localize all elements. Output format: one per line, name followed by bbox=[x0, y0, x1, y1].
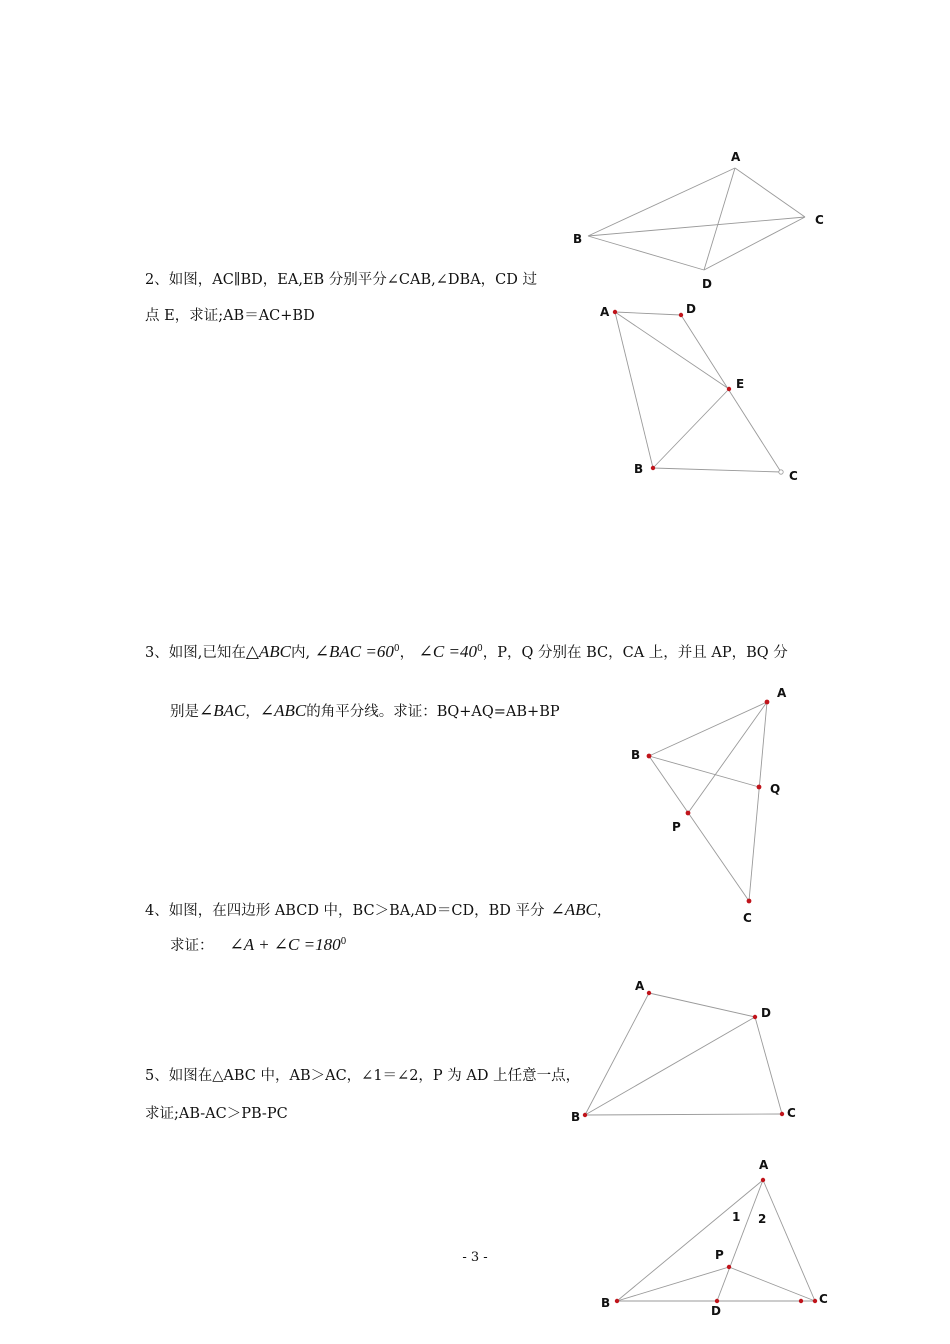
fig1-label-b: B bbox=[573, 232, 583, 246]
fig5-label-p: P bbox=[715, 1248, 724, 1262]
fig5-point-p bbox=[727, 1265, 731, 1269]
fig4-point-c bbox=[780, 1112, 784, 1116]
fig3-segment-bq bbox=[649, 756, 759, 787]
fig2-label-e: E bbox=[736, 377, 745, 391]
fig3-point-a bbox=[765, 700, 770, 705]
fig1-segment-bd bbox=[588, 236, 704, 270]
fig2-label-b: B bbox=[634, 462, 644, 476]
p3-l2-angle-abc: ∠ABC bbox=[259, 701, 307, 720]
fig4-segment-ad bbox=[649, 993, 755, 1017]
p4-l2-prefix: 求证： bbox=[170, 938, 214, 954]
fig3-point-p bbox=[686, 811, 691, 816]
p4-degree: 0 bbox=[340, 937, 347, 948]
fig5-label-c: C bbox=[819, 1292, 828, 1306]
fig2-label-a: A bbox=[600, 305, 610, 319]
fig4-label-c: C bbox=[787, 1106, 796, 1120]
p3-rest: ，P，Q 分别在 BC，CA 上，并且 AP，BQ 分 bbox=[482, 645, 788, 661]
fig5-point-b bbox=[615, 1299, 619, 1303]
p4-expression: ∠A + ∠C =180 bbox=[229, 935, 341, 954]
p3-mid: 内, bbox=[291, 645, 311, 661]
fig2-point-c bbox=[779, 470, 783, 474]
p4-angle-abc: ∠ABC bbox=[550, 900, 597, 919]
fig3-segment-ap bbox=[688, 702, 767, 813]
fig5-point-d bbox=[715, 1299, 719, 1303]
fig4-label-b: B bbox=[571, 1110, 581, 1124]
p3-l2-angle-bac: ∠BAC bbox=[199, 701, 246, 720]
p3-l2-prefix: 别是 bbox=[170, 704, 199, 720]
fig2-label-d: D bbox=[686, 302, 696, 316]
p3-l2-rest: 的角平分线。求证：BQ+AQ=AB+BP bbox=[306, 704, 560, 720]
fig2-segment-dc bbox=[681, 315, 781, 472]
fig2-point-d bbox=[679, 313, 683, 317]
fig3-point-b bbox=[647, 754, 652, 759]
p3-angle-c: ∠C =40 bbox=[418, 642, 477, 661]
problem-2-line-2: 点 E，求证;AB＝AC+BD bbox=[145, 308, 315, 324]
fig2-point-e bbox=[727, 387, 731, 391]
fig4-segment-bc bbox=[585, 1114, 782, 1115]
fig2-segment-ad bbox=[615, 312, 681, 315]
fig5-point-a bbox=[761, 1178, 765, 1182]
p4-comma: ， bbox=[596, 903, 612, 919]
fig2-point-a bbox=[613, 310, 617, 314]
figure-4 bbox=[571, 979, 796, 1124]
p3-l2-comma: ， bbox=[245, 704, 260, 720]
fig2-segment-ae bbox=[615, 312, 729, 389]
fig1-segment-ac bbox=[735, 168, 805, 217]
fig4-segment-dc bbox=[755, 1017, 782, 1114]
fig5-point-extra bbox=[799, 1299, 803, 1303]
fig3-label-c: C bbox=[743, 911, 752, 925]
p3-degree-2: 0 bbox=[476, 644, 483, 655]
p3-degree-1: 0 bbox=[393, 644, 400, 655]
fig5-label-d: D bbox=[711, 1304, 721, 1318]
page-number: - 3 - bbox=[462, 1250, 488, 1265]
fig3-point-c bbox=[747, 899, 752, 904]
fig2-segment-bc bbox=[653, 468, 781, 472]
figure-1 bbox=[573, 150, 824, 291]
fig5-segment-ab bbox=[617, 1180, 763, 1301]
fig5-label-b: B bbox=[601, 1296, 611, 1310]
p3-prefix: 3、如图,已知在 bbox=[145, 645, 246, 661]
figure-3 bbox=[631, 686, 787, 925]
fig3-segment-ab bbox=[649, 702, 767, 756]
p3-triangle: △ABC bbox=[245, 642, 292, 661]
fig5-segment-bp bbox=[617, 1267, 729, 1301]
fig5-label-angle-2: 2 bbox=[758, 1212, 767, 1226]
fig1-label-a: A bbox=[731, 150, 741, 164]
fig1-segment-bc bbox=[588, 217, 805, 236]
fig1-label-c: C bbox=[815, 213, 824, 227]
fig1-segment-ab bbox=[588, 168, 735, 236]
fig4-point-d bbox=[753, 1015, 757, 1019]
fig1-label-d: D bbox=[702, 277, 712, 291]
problem-2-line-1: 2、如图，AC∥BD，EA,EB 分别平分∠CAB,∠DBA，CD 过 bbox=[145, 272, 537, 288]
fig3-label-b: B bbox=[631, 748, 641, 762]
fig5-label-angle-1: 1 bbox=[732, 1210, 741, 1224]
fig4-label-d: D bbox=[761, 1006, 771, 1020]
figure-5 bbox=[601, 1158, 828, 1318]
p3-angle-bac: ∠BAC =60 bbox=[314, 642, 394, 661]
figure-2 bbox=[600, 302, 798, 483]
fig3-label-p: P bbox=[672, 820, 681, 834]
fig5-segment-ad bbox=[717, 1180, 763, 1301]
fig2-segment-ab bbox=[615, 312, 653, 468]
fig1-segment-ad bbox=[704, 168, 735, 270]
fig2-segment-be bbox=[653, 389, 729, 468]
fig5-segment-ac bbox=[763, 1180, 815, 1301]
problem-5-line-1: 5、如图在△ABC 中，AB＞AC，∠1＝∠2，P 为 AD 上任意一点， bbox=[145, 1068, 581, 1084]
problem-5-line-2: 求证;AB-AC＞PB-PC bbox=[145, 1106, 288, 1122]
fig4-label-a: A bbox=[635, 979, 645, 993]
fig3-segment-bc bbox=[649, 756, 749, 901]
fig3-segment-ac bbox=[749, 702, 767, 901]
fig3-point-q bbox=[757, 785, 762, 790]
fig2-point-b bbox=[651, 466, 655, 470]
p3-comma: ， bbox=[399, 645, 415, 661]
fig3-label-a: A bbox=[777, 686, 787, 700]
fig4-point-a bbox=[647, 991, 651, 995]
fig3-label-q: Q bbox=[770, 782, 781, 796]
fig2-label-c: C bbox=[789, 469, 798, 483]
p4-text: 4、如图，在四边形 ABCD 中，BC＞BA,AD＝CD，BD 平分 bbox=[145, 903, 545, 919]
fig5-point-c bbox=[813, 1299, 817, 1303]
fig5-label-a: A bbox=[759, 1158, 769, 1172]
fig4-point-b bbox=[583, 1113, 587, 1117]
